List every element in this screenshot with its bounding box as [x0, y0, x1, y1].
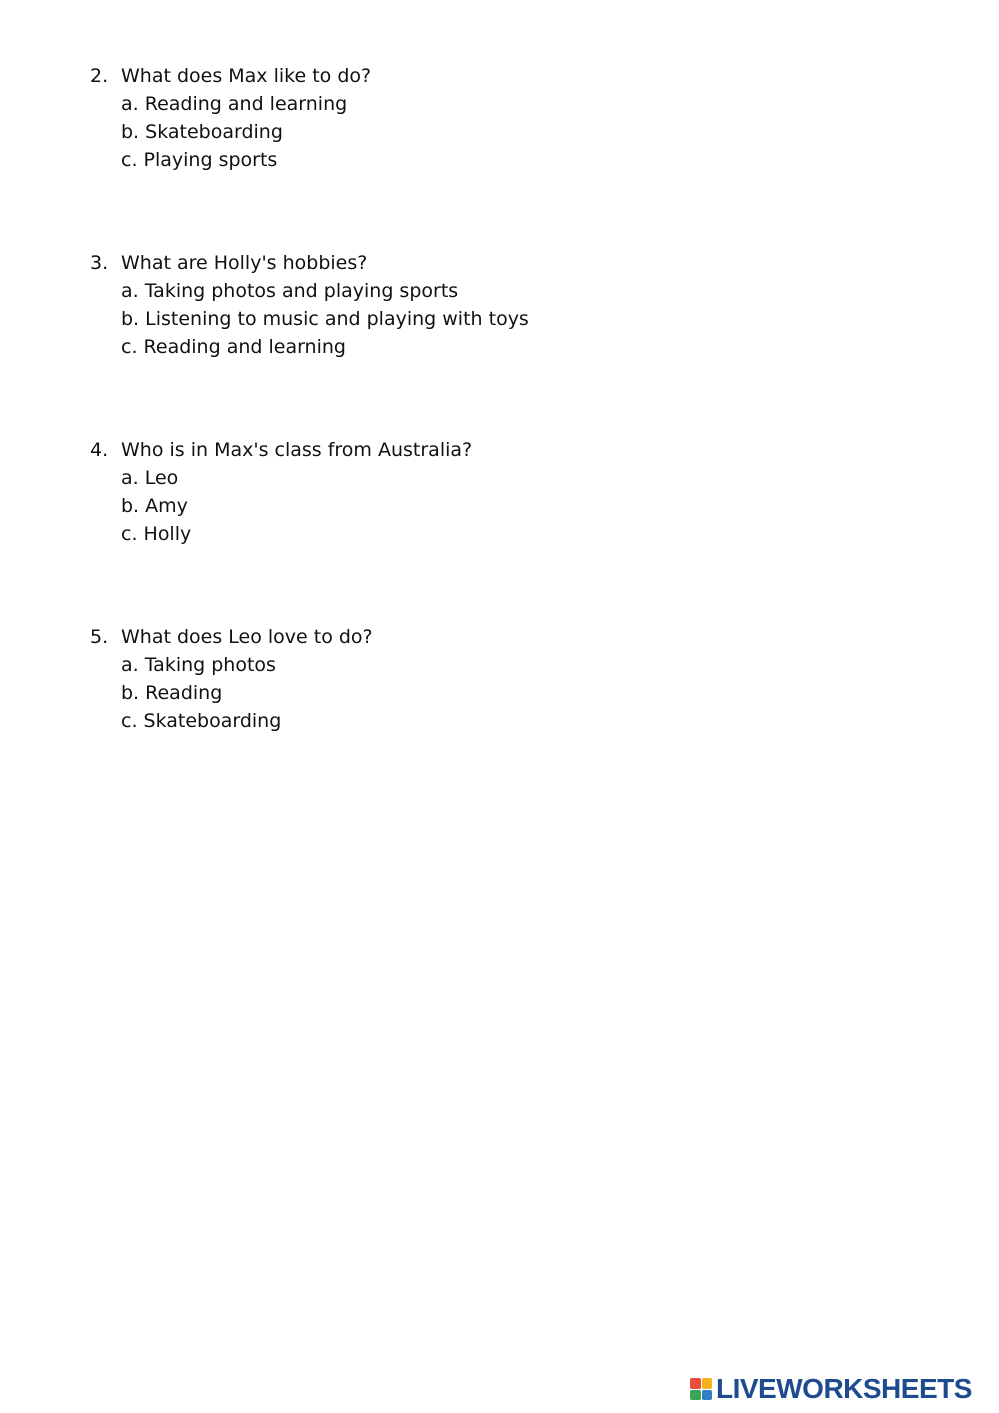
answer-option-a[interactable]: a. Reading and learning — [121, 93, 348, 115]
question-line — [90, 249, 529, 277]
question-5 — [90, 623, 373, 735]
question-3 — [90, 249, 529, 361]
answer-option-a[interactable]: a. Taking photos — [121, 654, 276, 676]
answer-option-c[interactable]: c. Holly — [121, 523, 192, 545]
question-number: 3. — [90, 252, 109, 274]
answer-option-a[interactable]: a. Taking photos and playing sports — [121, 280, 459, 302]
answer-option-b[interactable]: b. Listening to music and playing with toys — [121, 308, 529, 330]
question-line — [90, 623, 373, 651]
question-number: 4. — [90, 439, 109, 461]
answer-option-a[interactable]: a. Leo — [121, 467, 179, 489]
logo-square-green — [690, 1390, 701, 1401]
answer-option-c[interactable]: c. Playing sports — [121, 149, 278, 171]
question-text: What does Max like to do? — [121, 65, 372, 87]
liveworksheets-brand — [690, 1374, 972, 1404]
question-text: Who is in Max's class from Australia? — [121, 439, 473, 461]
question-number: 2. — [90, 65, 109, 87]
logo-square-yellow — [702, 1378, 713, 1389]
question-number: 5. — [90, 626, 109, 648]
question-text: What does Leo love to do? — [121, 626, 373, 648]
answer-option-b[interactable]: b. Reading — [121, 682, 223, 704]
answer-option-c[interactable]: c. Skateboarding — [121, 710, 282, 732]
liveworksheets-logo-icon — [690, 1378, 712, 1400]
question-4 — [90, 436, 472, 548]
question-line — [90, 62, 371, 90]
logo-square-red — [690, 1378, 701, 1389]
question-2 — [90, 62, 371, 174]
question-text: What are Holly's hobbies? — [121, 252, 368, 274]
answer-option-b[interactable]: b. Skateboarding — [121, 121, 283, 143]
answer-option-b[interactable]: b. Amy — [121, 495, 188, 517]
question-line — [90, 436, 472, 464]
logo-square-blue — [702, 1390, 713, 1401]
answer-option-c[interactable]: c. Reading and learning — [121, 336, 346, 358]
brand-wordmark: LIVEWORKSHEETS — [716, 1373, 972, 1404]
